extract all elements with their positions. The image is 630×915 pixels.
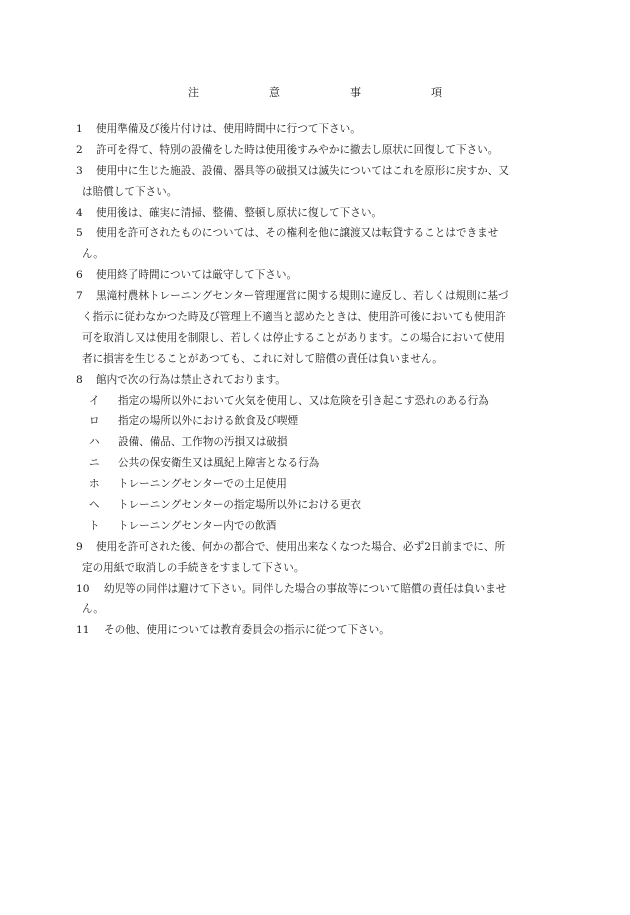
sub-item-text: 公共の保安衛生又は風紀上障害となる行為 (118, 457, 320, 470)
item-text: は賠償して下さい。 (82, 185, 178, 198)
sub-list-item (76, 391, 554, 412)
sub-item-mark: ヘ (89, 499, 100, 512)
sub-item-mark: ト (89, 519, 100, 532)
title-char: 意 (269, 86, 280, 99)
sub-list-item (76, 432, 554, 453)
list-item (76, 223, 554, 244)
item-text: 館内で次の行為は禁止されております。 (96, 373, 286, 386)
item-continuation (76, 599, 554, 620)
item-text: 使用準備及び後片付けは、使用時間中に行つて下さい。 (96, 123, 361, 135)
item-text: 幼児等の同伴は避けて下さい。同伴した場合の事故等について賠償の責任は負いませ (104, 582, 507, 595)
item-number: 6 (76, 269, 83, 282)
list-item (76, 265, 554, 286)
sub-list-item (76, 453, 554, 474)
list-item (76, 579, 554, 600)
item-number: 10 (76, 582, 90, 595)
item-text: ん。 (82, 248, 104, 261)
list-item (76, 370, 554, 391)
page-title (188, 84, 442, 100)
sub-list-item (76, 495, 554, 516)
sub-item-text: トレーニングセンター内での飲酒 (118, 519, 277, 532)
item-text: 使用を許可されたものについては、その権利を他に譲渡又は転貸することはできませ (96, 227, 499, 240)
item-number: 3 (76, 164, 83, 177)
sub-item-text: トレーニングセンターの指定場所以外における更衣 (118, 499, 362, 512)
item-text: 可を取消し又は使用を制限し、若しくは停止することがあります。この場合において使用 (82, 331, 505, 344)
item-continuation (76, 349, 554, 370)
list-item (76, 140, 554, 161)
item-continuation (76, 558, 554, 579)
item-number: 7 (76, 290, 83, 303)
item-number: 2 (76, 143, 83, 156)
sub-item-text: 指定の場所以外において火気を使用し、又は危険を引き起こす恐れのある行為 (118, 394, 489, 407)
sub-item-text: 設備、備品、工作物の汚損又は破損 (118, 436, 288, 449)
item-text: 者に損害を生じることがあつても、これに対して賠償の責任は負いません。 (82, 352, 443, 365)
item-text: 黒滝村農林トレーニングセンター管理運営に関する規則に違反し、若しくは規則に基づ (96, 290, 509, 303)
item-text: 定の用紙で取消しの手続きをすまして下さい。 (82, 561, 305, 574)
item-number: 8 (76, 373, 83, 386)
title-char: 項 (431, 86, 442, 99)
sub-list-item (76, 474, 554, 495)
item-text: 使用終了時間については厳守して下さい。 (96, 269, 298, 282)
item-continuation (76, 328, 554, 349)
sub-item-text: 指定の場所以外における飲食及び喫煙 (118, 415, 299, 428)
sub-item-mark: ニ (89, 457, 100, 470)
list-item (76, 620, 554, 641)
sub-list-item (76, 516, 554, 537)
item-text: く指示に従わなかつた時及び管理上不適当と認めたときは、使用許可後においても使用許 (82, 311, 506, 324)
item-number: 1 (76, 123, 83, 135)
item-continuation (76, 244, 554, 265)
title-char: 事 (350, 86, 361, 99)
list-item (76, 286, 554, 307)
item-number: 4 (76, 206, 83, 219)
list-item (76, 161, 554, 182)
item-text: 使用中に生じた施設、設備、器具等の破損又は滅失についてはこれを原形に戻すか、又 (96, 164, 509, 177)
item-text: その他、使用については教育委員会の指示に従つて下さい。 (104, 624, 390, 637)
list-item (76, 537, 554, 558)
item-text: 使用を許可された後、何かの都合で、使用出来なくなつた場合、必ず2日前までに、所 (96, 540, 506, 553)
item-continuation (76, 307, 554, 328)
sub-item-text: トレーニングセンターでの土足使用 (118, 478, 287, 491)
notice-list (76, 119, 554, 641)
sub-item-mark: ロ (89, 415, 100, 428)
item-continuation (76, 182, 554, 203)
title-char: 注 (188, 86, 199, 99)
item-number: 9 (76, 540, 83, 553)
sub-item-mark: ホ (89, 478, 100, 491)
sub-item-mark: ハ (89, 436, 100, 449)
list-item (76, 203, 554, 224)
item-text: 使用後は、確実に清掃、整備、整頓し原状に復して下さい。 (96, 206, 383, 219)
item-text: ん。 (82, 603, 104, 616)
item-text: 許可を得て、特別の設備をした時は使用後すみやかに撤去し原状に回復して下さい。 (96, 143, 499, 156)
sub-item-mark: イ (89, 394, 100, 407)
sub-list-item (76, 411, 554, 432)
list-item (76, 119, 554, 140)
item-number: 11 (76, 624, 90, 637)
item-number: 5 (76, 227, 83, 240)
